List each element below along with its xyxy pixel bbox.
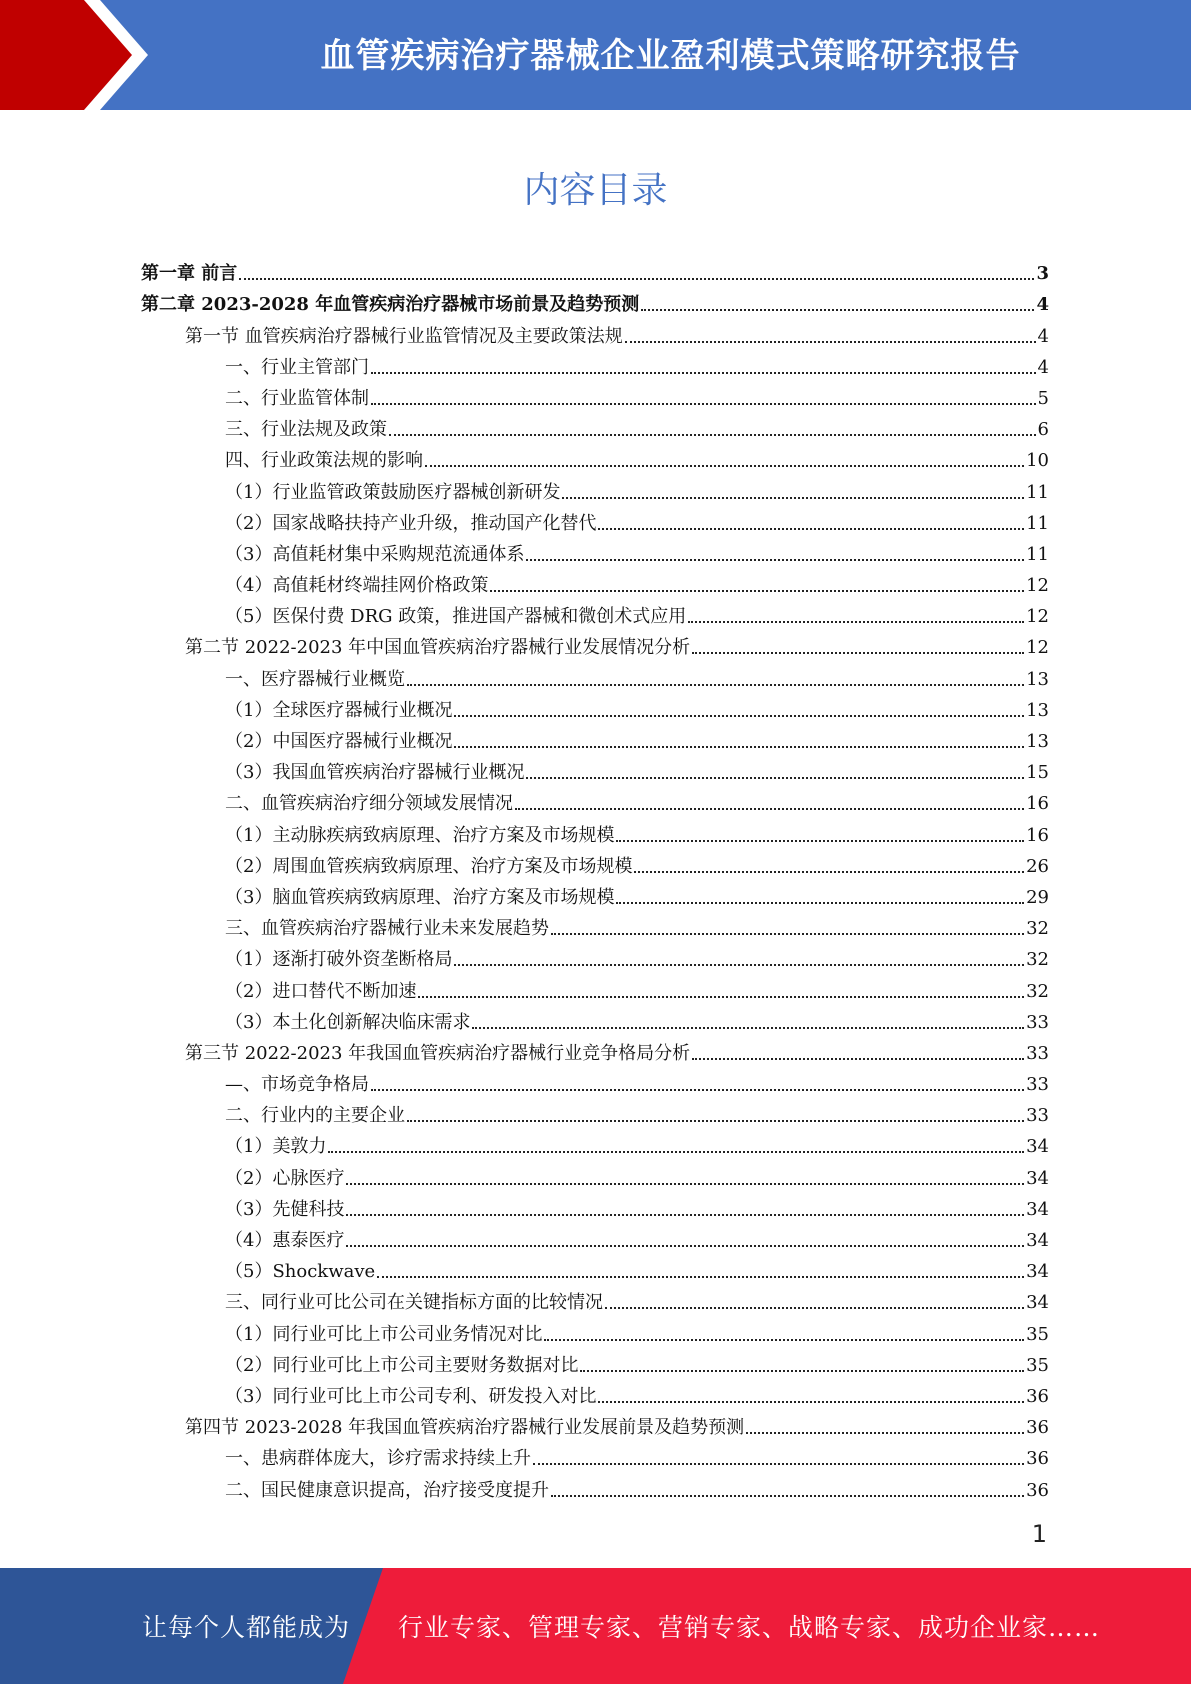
toc-dot-leader — [472, 1027, 1024, 1029]
toc-dot-leader — [407, 684, 1024, 686]
toc-entry[interactable] — [141, 1034, 1049, 1065]
toc-dot-leader — [346, 1183, 1024, 1185]
toc-dot-leader — [625, 341, 1036, 343]
toc-entry[interactable] — [141, 691, 1049, 722]
toc-entry[interactable] — [141, 1096, 1049, 1127]
toc-entry-page: 34 — [1026, 1136, 1049, 1158]
toc-dot-leader — [641, 309, 1034, 311]
toc-entry[interactable] — [141, 348, 1049, 379]
toc-entry[interactable] — [141, 1439, 1049, 1470]
toc-dot-leader — [688, 621, 1024, 623]
toc-entry-page: 35 — [1026, 1323, 1049, 1345]
toc-entry-title: 第三节 2022-2023 年我国血管疾病治疗器械行业竞争格局分析 — [185, 1042, 691, 1064]
toc-entry[interactable] — [141, 940, 1049, 971]
toc-dot-leader — [389, 434, 1036, 436]
toc-entry-title: （2）国家战略扶持产业升级，推动国产化替代 — [225, 512, 597, 534]
toc-entry-title: （3）先健科技 — [225, 1198, 345, 1220]
toc-entry-title: 第四节 2023-2028 年我国血管疾病治疗器械行业发展前景及趋势预测 — [185, 1417, 745, 1439]
toc-dot-leader — [371, 1089, 1024, 1091]
toc-dot-leader — [425, 465, 1024, 467]
toc-entry-title: 三、行业法规及政策 — [225, 419, 387, 441]
toc-entry-page: 15 — [1026, 762, 1049, 784]
toc-dot-leader — [454, 964, 1024, 966]
toc-dot-leader — [616, 840, 1024, 842]
toc-entry-title: 第一节 血管疾病治疗器械行业监管情况及主要政策法规 — [185, 325, 623, 347]
toc-dot-leader — [533, 1463, 1024, 1465]
toc-entry-title: （1）同行业可比上市公司业务情况对比 — [225, 1323, 543, 1345]
toc-entry-page: 4 — [1036, 294, 1049, 316]
toc-dot-leader — [346, 1245, 1024, 1247]
toc-dot-leader — [407, 1120, 1024, 1122]
toc-entry-title: （3）高值耗材集中采购规范流通体系 — [225, 543, 525, 565]
toc-entry[interactable] — [141, 1346, 1049, 1377]
toc-entry-title: 四、行业政策法规的影响 — [225, 450, 423, 472]
toc-entry-title: 二、血管疾病治疗细分领域发展情况 — [225, 793, 513, 815]
toc-dot-leader — [634, 871, 1024, 873]
toc-entry[interactable] — [141, 285, 1049, 316]
toc-entry-page: 11 — [1026, 512, 1049, 534]
toc-dot-leader — [544, 1339, 1024, 1341]
toc-dot-leader — [454, 746, 1024, 748]
toc-entry[interactable] — [141, 1190, 1049, 1221]
toc-entry[interactable] — [141, 753, 1049, 784]
toc-entry[interactable] — [141, 472, 1049, 503]
toc-entry-page: 33 — [1026, 1011, 1049, 1033]
toc-entry[interactable] — [141, 909, 1049, 940]
toc-entry-page: 11 — [1026, 543, 1049, 565]
footer-slogan-left: 让每个人都能成为 — [142, 1613, 351, 1642]
toc-entry-page: 32 — [1026, 980, 1049, 1002]
toc-dot-leader — [490, 590, 1024, 592]
toc-entry[interactable] — [141, 847, 1049, 878]
toc-entry-page: 16 — [1026, 824, 1049, 846]
toc-entry-page: 12 — [1026, 575, 1049, 597]
toc-entry[interactable] — [141, 254, 1049, 285]
toc-entry[interactable] — [141, 1252, 1049, 1283]
toc-dot-leader — [346, 1214, 1024, 1216]
toc-entry-title: （2）周围血管疾病致病原理、治疗方案及市场规模 — [225, 855, 633, 877]
toc-entry-title: 二、行业内的主要企业 — [225, 1105, 405, 1127]
toc-entry[interactable] — [141, 1470, 1049, 1501]
toc-entry-title: 三、血管疾病治疗器械行业未来发展趋势 — [225, 918, 549, 940]
toc-entry-page: 10 — [1026, 450, 1049, 472]
toc-entry-title: （3）我国血管疾病治疗器械行业概况 — [225, 762, 525, 784]
toc-entry-title: （2）中国医疗器械行业概况 — [225, 731, 453, 752]
toc-entry-page: 13 — [1026, 731, 1049, 752]
toc-entry-title: （1）全球医疗器械行业概况 — [225, 699, 453, 721]
toc-entry[interactable] — [141, 504, 1049, 535]
toc-entry[interactable] — [141, 878, 1049, 909]
toc-dot-leader — [454, 715, 1024, 717]
toc-entry-page: 34 — [1026, 1230, 1049, 1251]
toc-entry[interactable] — [141, 1127, 1049, 1158]
toc-entry[interactable] — [141, 410, 1049, 441]
toc-entry-page: 32 — [1026, 918, 1049, 940]
toc-entry-page: 13 — [1026, 699, 1049, 721]
toc-entry-page: 33 — [1026, 1042, 1049, 1064]
header-banner — [0, 0, 1191, 110]
toc-dot-leader — [551, 1495, 1024, 1497]
toc-entry-page: 6 — [1037, 419, 1049, 441]
toc-entry-page: 35 — [1026, 1354, 1049, 1376]
toc-entry[interactable] — [141, 628, 1049, 659]
toc-entry-page: 36 — [1026, 1448, 1049, 1470]
toc-entry-page: 4 — [1037, 325, 1049, 347]
toc-entry-title: 一、行业主管部门 — [225, 356, 369, 378]
toc-entry[interactable] — [141, 1377, 1049, 1408]
report-title: 血管疾病治疗器械企业盈利模式策略研究报告 — [320, 35, 1021, 76]
toc-entry[interactable] — [141, 659, 1049, 690]
footer-slogan-right: 行业专家、管理专家、营销专家、战略专家、成功企业家…… — [398, 1613, 1101, 1642]
toc-entry[interactable] — [141, 1283, 1049, 1314]
toc-entry-title: （4）高值耗材终端挂网价格政策 — [225, 575, 489, 597]
toc-entry-title: 第二章 2023-2028 年血管疾病治疗器械市场前景及趋势预测 — [141, 294, 640, 316]
toc-entry-page: 3 — [1036, 263, 1049, 285]
toc-entry-title: —、市场竞争格局 — [225, 1074, 369, 1096]
toc-entry-title: （2）进口替代不断加速 — [225, 980, 417, 1002]
toc-entry[interactable] — [141, 1314, 1049, 1345]
toc-entry-page: 12 — [1026, 637, 1049, 659]
toc-entry[interactable] — [141, 316, 1049, 347]
toc-entry-title: （4）惠泰医疗 — [225, 1230, 345, 1251]
toc-dot-leader — [377, 1276, 1024, 1278]
toc-entry-title: 一、患病群体庞大，诊疗需求持续上升 — [225, 1448, 531, 1470]
toc-entry-title: 二、行业监管体制 — [225, 387, 369, 409]
toc-entry-title: （1）行业监管政策鼓励医疗器械创新研发 — [225, 481, 561, 503]
toc-dot-leader — [562, 497, 1024, 499]
toc-entry-title: 第二节 2022-2023 年中国血管疾病治疗器械行业发展情况分析 — [185, 637, 691, 659]
toc-entry-page: 12 — [1026, 606, 1049, 628]
toc-dot-leader — [616, 902, 1024, 904]
toc-entry-title: （5）医保付费 DRG 政策，推进国产器械和微创术式应用 — [225, 606, 687, 628]
toc-entry-title: （2）心脉医疗 — [225, 1167, 345, 1189]
toc-dot-leader — [328, 1151, 1024, 1153]
toc-entry-page: 33 — [1026, 1105, 1049, 1127]
toc-entry-title: （1）主动脉疾病致病原理、治疗方案及市场规模 — [225, 824, 615, 846]
toc-entry[interactable] — [141, 441, 1049, 472]
toc-dot-leader — [598, 1401, 1024, 1403]
toc-entry-page: 36 — [1026, 1385, 1049, 1407]
toc-entry[interactable] — [141, 1158, 1049, 1189]
toc-entry-page: 32 — [1026, 949, 1049, 971]
page-number: 1 — [1031, 1520, 1047, 1548]
toc-dot-leader — [239, 278, 1034, 280]
toc-entry[interactable] — [141, 1221, 1049, 1252]
toc-entry-title: （1）美敦力 — [225, 1136, 327, 1158]
toc-entry-title: 三、同行业可比公司在关键指标方面的比较情况 — [225, 1292, 603, 1314]
toc-entry[interactable] — [141, 379, 1049, 410]
toc-entry-title: 一、医疗器械行业概览 — [225, 668, 405, 690]
toc-entry-page: 26 — [1026, 855, 1049, 877]
toc-entry-title: （5）Shockwave — [225, 1261, 376, 1283]
toc-entry[interactable] — [141, 597, 1049, 628]
toc-entry[interactable] — [141, 784, 1049, 815]
toc-dot-leader — [598, 528, 1024, 530]
toc-dot-leader — [692, 1058, 1024, 1060]
toc-dot-leader — [526, 559, 1024, 561]
toc-entry-page: 34 — [1026, 1198, 1049, 1220]
toc-entry-title: （3）同行业可比上市公司专利、研发投入对比 — [225, 1385, 597, 1407]
toc-entry-title: （3）本土化创新解决临床需求 — [225, 1011, 471, 1033]
toc-entry[interactable] — [141, 535, 1049, 566]
toc-entry-title: （2）同行业可比上市公司主要财务数据对比 — [225, 1354, 579, 1376]
toc-dot-leader — [692, 652, 1024, 654]
toc-entry[interactable] — [141, 722, 1049, 753]
toc-dot-leader — [605, 1307, 1024, 1309]
toc-entry-page: 36 — [1026, 1479, 1049, 1501]
toc-entry-page: 34 — [1026, 1292, 1049, 1314]
toc-entry-title: 二、国民健康意识提高，治疗接受度提升 — [225, 1479, 549, 1501]
toc-entry-page: 33 — [1026, 1074, 1049, 1096]
toc-dot-leader — [526, 777, 1024, 779]
toc-entry[interactable] — [141, 566, 1049, 597]
toc-entry-page: 36 — [1026, 1417, 1049, 1439]
toc-heading: 内容目录 — [523, 170, 668, 211]
toc-entry-page: 16 — [1026, 793, 1049, 815]
toc-dot-leader — [418, 996, 1024, 998]
toc-dot-leader — [746, 1432, 1024, 1434]
toc-entry-page: 29 — [1026, 886, 1049, 908]
toc-entry[interactable] — [141, 1408, 1049, 1439]
table-of-contents — [141, 254, 1049, 1502]
toc-dot-leader — [580, 1370, 1024, 1372]
toc-dot-leader — [371, 372, 1036, 374]
toc-entry[interactable] — [141, 1003, 1049, 1034]
toc-entry-title: 第一章 前言 — [141, 263, 238, 285]
toc-entry-page: 11 — [1026, 481, 1049, 503]
toc-entry[interactable] — [141, 1065, 1049, 1096]
toc-entry-title: （1）逐渐打破外资垄断格局 — [225, 949, 453, 971]
toc-dot-leader — [551, 933, 1024, 935]
toc-entry-page: 13 — [1026, 668, 1049, 690]
toc-entry-page: 34 — [1026, 1261, 1049, 1283]
toc-entry-page: 5 — [1037, 387, 1049, 409]
toc-entry[interactable] — [141, 815, 1049, 846]
toc-entry-title: （3）脑血管疾病致病原理、治疗方案及市场规模 — [225, 886, 615, 908]
toc-entry-page: 34 — [1026, 1167, 1049, 1189]
toc-entry-page: 4 — [1037, 356, 1049, 378]
footer-banner — [0, 1568, 1191, 1684]
toc-entry[interactable] — [141, 971, 1049, 1002]
toc-dot-leader — [371, 403, 1036, 405]
toc-dot-leader — [515, 808, 1024, 810]
